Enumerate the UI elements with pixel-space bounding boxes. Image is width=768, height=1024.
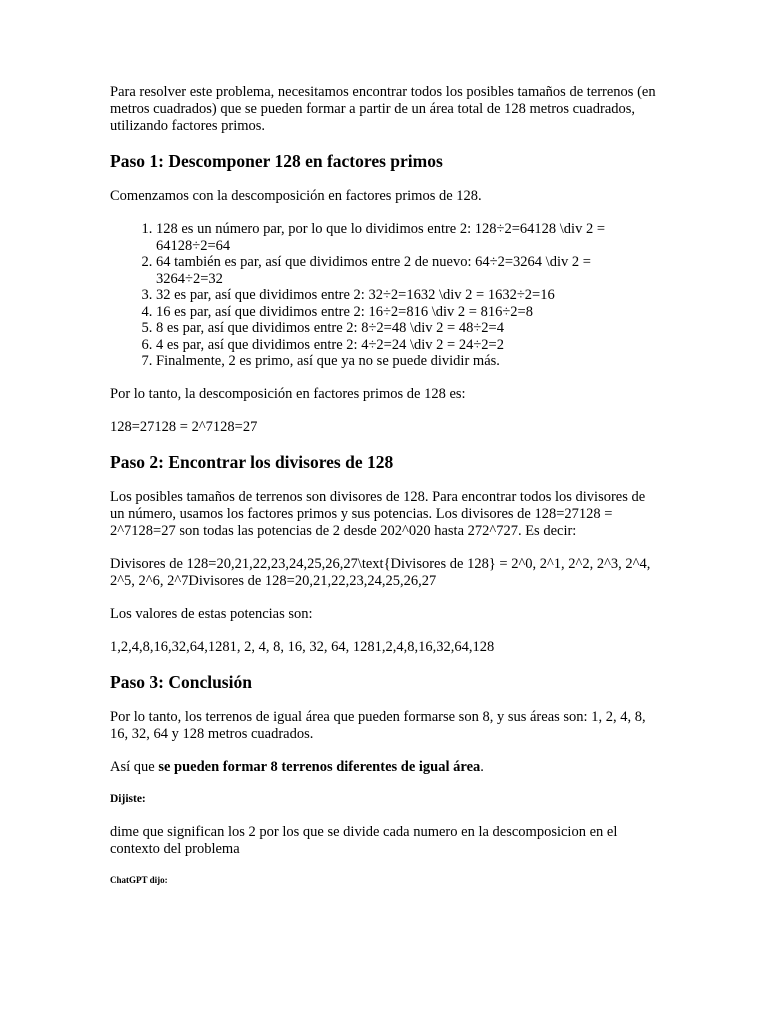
step1-therefore: Por lo tanto, la descomposición en factores primos de 128 es: bbox=[110, 385, 466, 402]
list-item: 6. 4 es par, así que dividimos entre 2: 4÷2=24 \div 2 = 24÷2=2 bbox=[156, 337, 658, 354]
list-item: 2. 64 también es par, así que dividimos entre 2 de nuevo: 64÷2=3264 \div 2 = 3264÷2=32 bbox=[156, 254, 658, 287]
final-bold: se pueden formar 8 terrenos diferentes de igual área bbox=[158, 758, 481, 775]
step1-lead: Comenzamos con la descomposición en factores primos de 128. bbox=[110, 188, 482, 204]
step2-values-lead: Los valores de estas potencias son: bbox=[110, 605, 313, 622]
intro-paragraph: Para resolver este problema, necesitamos encontrar todos los posibles tamaños de terrenos (en metros cuadrados) que se pueden formar a partir de un área total de 128 metros cuadrados, utilizando factores primos. bbox=[110, 84, 656, 134]
final-suffix: . bbox=[480, 758, 484, 775]
list-item: 3. 32 es par, así que dividimos entre 2: 32÷2=1632 \div 2 = 1632÷2=16 bbox=[156, 287, 658, 304]
user-label: Dijiste: bbox=[110, 792, 146, 805]
step3-heading: Paso 3: Conclusión bbox=[110, 671, 252, 692]
step3-paragraph: Por lo tanto, los terrenos de igual área que pueden formarse son 8, y sus áreas son: 1, 2, 4, 8, 16, 32, 64 y 128 metros cuadrados. bbox=[110, 708, 646, 742]
step1-list bbox=[110, 221, 658, 370]
step2-paragraph: Los posibles tamaños de terrenos son divisores de 128. Para encontrar todos los divisores de un número, usamos los factores primos y sus potencias. Los divisores de 128=27128 = 2^7128=27 son todas las potencias de 2 desde 202^020 hasta 272^727. Es decir: bbox=[110, 488, 646, 539]
step2-values: 1,2,4,8,16,32,64,1281, 2, 4, 8, 16, 32, 64, 1281,2,4,8,16,32,64,128 bbox=[110, 638, 495, 655]
step2-heading: Paso 2: Encontrar los divisores de 128 bbox=[110, 451, 394, 472]
list-item: 7. Finalmente, 2 es primo, así que ya no se puede dividir más. bbox=[156, 353, 658, 370]
step2-divisors: Divisores de 128=20,21,22,23,24,25,26,27\text{Divisores de 128} = 2^0, 2^1, 2^2, 2^3, 2^4, 2^5, 2^6, 2^7Divisores de 128=20,21,22,23,24,25,26,27 bbox=[110, 555, 651, 589]
final-prefix: Así que bbox=[110, 758, 159, 775]
step1-result: 128=27128 = 2^7128=27 bbox=[110, 418, 258, 435]
assistant-label: ChatGPT dijo: bbox=[110, 874, 168, 885]
step3-final bbox=[110, 759, 658, 776]
user-message: dime que significan los 2 por los que se divide cada numero en la descomposicion en el contexto del problema bbox=[110, 823, 618, 857]
list-item: 4. 16 es par, así que dividimos entre 2: 16÷2=816 \div 2 = 816÷2=8 bbox=[156, 304, 658, 321]
list-item: 1. 128 es un número par, por lo que lo dividimos entre 2: 128÷2=64128 \div 2 = 64128÷2=64 bbox=[156, 221, 658, 254]
list-item: 5. 8 es par, así que dividimos entre 2: 8÷2=48 \div 2 = 48÷2=4 bbox=[156, 320, 658, 337]
step1-heading: Paso 1: Descomponer 128 en factores primos bbox=[110, 151, 443, 171]
